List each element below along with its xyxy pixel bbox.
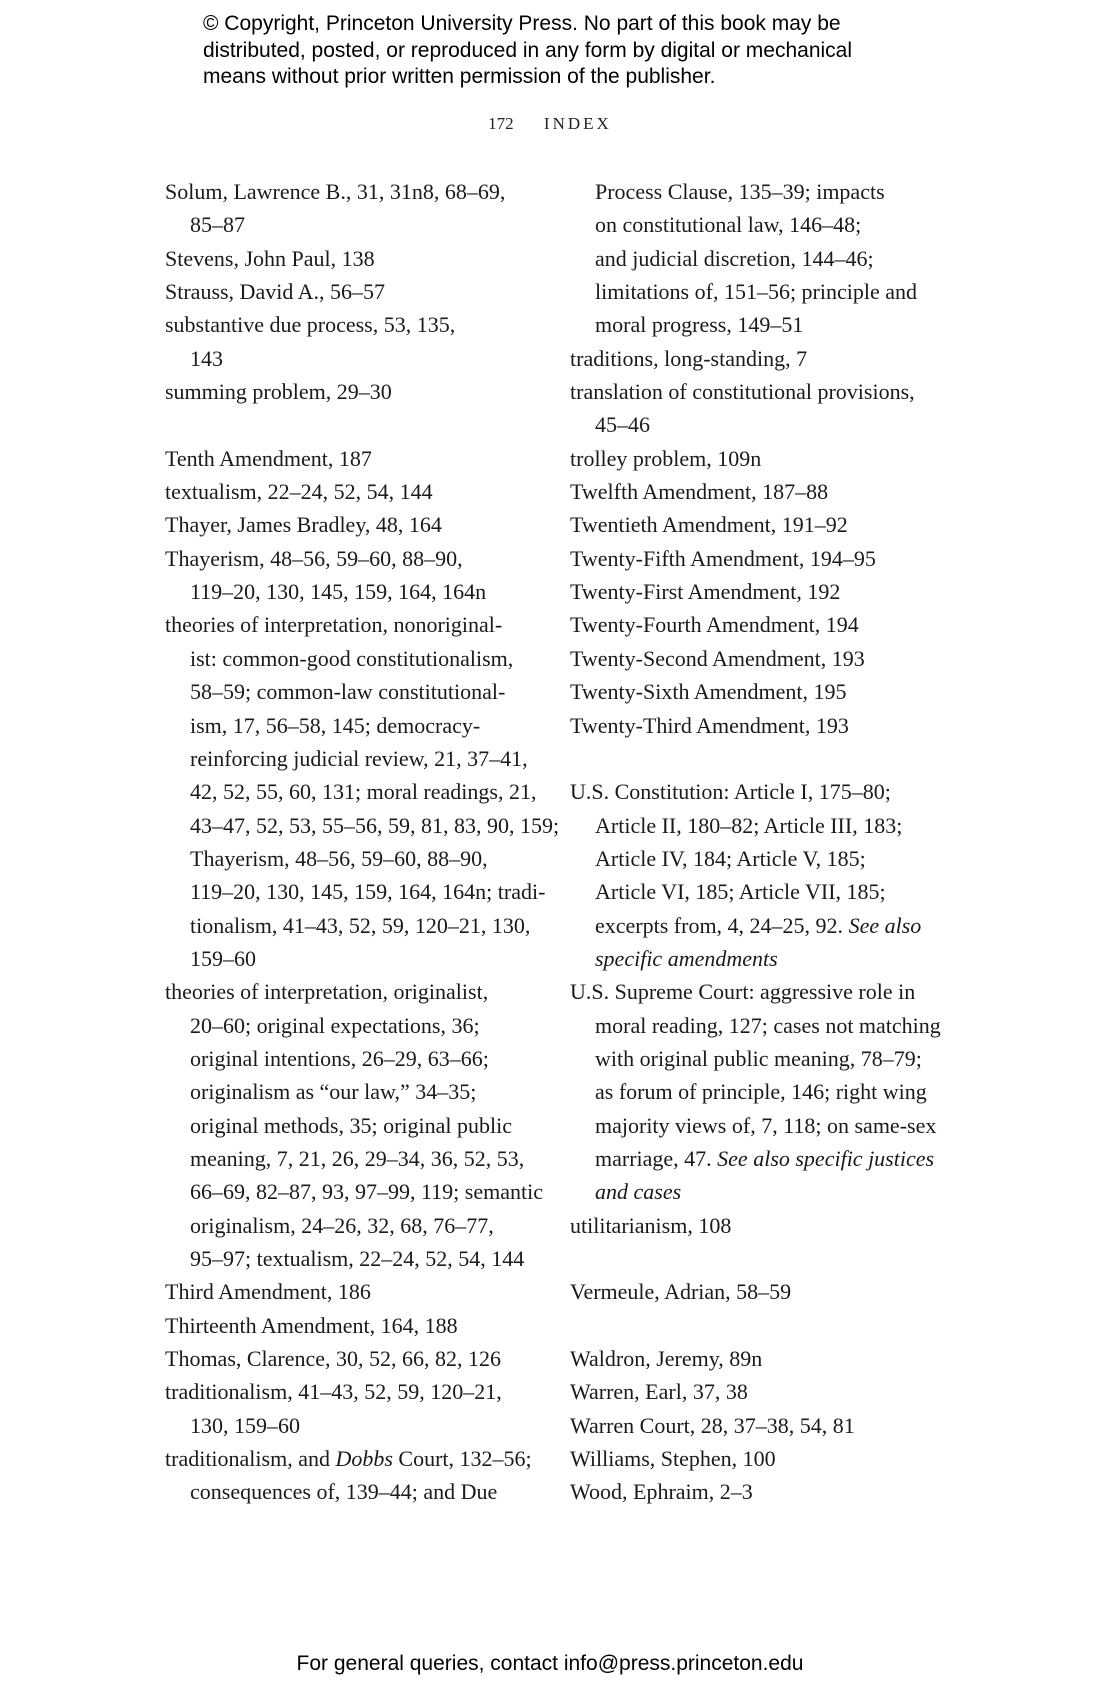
entry-spacer [570, 1309, 941, 1342]
index-entry [165, 375, 559, 408]
index-entry [570, 1209, 941, 1242]
entry-text: Thomas, Clarence, 30, 52, 66, 82, 126 [165, 1346, 502, 1372]
entry-line [570, 909, 941, 942]
index-entry [165, 475, 559, 508]
entry-line [165, 1142, 559, 1175]
entry-text: traditions, long-standing, 7 [570, 345, 808, 371]
entry-text: Twenty-Second Amendment, 193 [570, 645, 865, 671]
entry-line [165, 1175, 559, 1208]
entry-text: Williams, Stephen, 100 [570, 1446, 776, 1472]
entry-text: 130, 159–60 [190, 1412, 300, 1438]
entry-line [570, 308, 941, 341]
entry-line [570, 275, 941, 308]
entry-text: 43–47, 52, 53, 55–56, 59, 81, 83, 90, 159; [190, 812, 560, 838]
entry-text: excerpts from, 4, 24–25, 92. [595, 912, 849, 938]
index-entry [570, 608, 941, 641]
entry-text: Twelfth Amendment, 187–88 [570, 479, 829, 505]
entry-text: 95–97; textualism, 22–24, 52, 54, 144 [190, 1246, 525, 1271]
entry-line [570, 1275, 941, 1308]
entry-text: translation of constitutional provisions, [570, 379, 915, 405]
entry-text: 119–20, 130, 145, 159, 164, 164n [190, 579, 487, 605]
italic-text: Dobbs [335, 1446, 393, 1472]
entry-line [570, 1409, 941, 1442]
entry-line [570, 875, 941, 908]
entry-text: utilitarianism, 108 [570, 1212, 732, 1238]
entry-line [570, 342, 941, 375]
entry-line [165, 1309, 559, 1342]
entry-line [570, 408, 941, 441]
entry-spacer [570, 742, 941, 775]
entry-line [165, 875, 559, 908]
entry-line [570, 608, 941, 641]
entry-line [570, 575, 941, 608]
index-entry [570, 709, 941, 742]
entry-text: theories of interpretation, originalist, [165, 979, 489, 1005]
entry-text: theories of interpretation, nonoriginal- [165, 612, 503, 638]
index-entry [165, 542, 559, 609]
entry-text: originalism as “our law,” 34–35; [190, 1079, 477, 1105]
entry-text: 45–46 [595, 412, 650, 438]
entry-text: original intentions, 26–29, 63–66; [190, 1045, 489, 1071]
italic-text: specific amendments [595, 945, 778, 971]
entry-text: Article VI, 185; Article VII, 185; [595, 879, 886, 905]
entry-line [165, 208, 559, 241]
entry-line [570, 1175, 941, 1208]
entry-text: and judicial discretion, 144–46; [595, 245, 874, 271]
entry-text: Warren, Earl, 37, 38 [570, 1379, 748, 1405]
entry-line [165, 575, 559, 608]
index-entry [570, 675, 941, 708]
entry-line [570, 375, 941, 408]
entry-line [165, 1242, 559, 1275]
entry-line [165, 242, 559, 275]
entry-line [165, 375, 559, 408]
entry-line [570, 1009, 941, 1042]
index-entry [165, 242, 559, 275]
entry-text: Twenty-Sixth Amendment, 195 [570, 679, 847, 705]
index-entry [570, 775, 941, 975]
index-entry [570, 375, 941, 442]
entry-line [570, 675, 941, 708]
entry-text: with original public meaning, 78–79; [595, 1045, 922, 1071]
index-entry [570, 642, 941, 675]
entry-text: Thayerism, 48–56, 59–60, 88–90, [165, 545, 463, 571]
entry-line [570, 1075, 941, 1108]
entry-line [570, 1475, 941, 1508]
entry-line [570, 1109, 941, 1142]
entry-text: textualism, 22–24, 52, 54, 144 [165, 479, 433, 505]
entry-line [165, 1275, 559, 1308]
entry-line [165, 809, 559, 842]
entry-line [165, 1109, 559, 1142]
entry-line [165, 1375, 559, 1408]
entry-text: 20–60; original expectations, 36; [190, 1012, 480, 1038]
entry-line [165, 775, 559, 808]
index-entry [165, 308, 559, 375]
entry-line [165, 675, 559, 708]
index-entry [570, 1409, 941, 1442]
entry-text: 66–69, 82–87, 93, 97–99, 119; semantic [190, 1179, 543, 1205]
entry-line [570, 1042, 941, 1075]
index-entry [165, 508, 559, 541]
entry-spacer [570, 1242, 941, 1275]
entry-text: moral reading, 127; cases not matching [595, 1012, 941, 1038]
entry-line [570, 475, 941, 508]
entry-line [570, 442, 941, 475]
entry-text: 85–87 [190, 212, 245, 238]
copyright-line: © Copyright, Princeton University Press. No part of this book may be [203, 12, 841, 35]
entry-text: Twentieth Amendment, 191–92 [570, 512, 848, 538]
entry-text: traditionalism, and [165, 1446, 336, 1472]
entry-line [570, 942, 941, 975]
index-entry [165, 1309, 559, 1342]
entry-line [570, 1375, 941, 1408]
entry-line [165, 842, 559, 875]
entry-line [570, 709, 941, 742]
index-column-left [165, 175, 559, 1509]
entry-text: Wood, Ephraim, 2–3 [570, 1479, 753, 1505]
entry-text: Twenty-First Amendment, 192 [570, 579, 841, 605]
index-column-right [570, 175, 941, 1509]
entry-text: Vermeule, Adrian, 58–59 [570, 1279, 792, 1305]
entry-line [165, 1075, 559, 1108]
index-entry [165, 442, 559, 475]
entry-text: Twenty-Fourth Amendment, 194 [570, 612, 859, 638]
entry-text: U.S. Supreme Court: aggressive role in [570, 979, 916, 1005]
index-entry-continued [570, 175, 941, 342]
entry-line [165, 975, 559, 1008]
entry-line [165, 742, 559, 775]
entry-text: limitations of, 151–56; principle and [595, 279, 918, 305]
index-entry [570, 1475, 941, 1508]
entry-line [165, 275, 559, 308]
copyright-line: distributed, posted, or reproduced in any form by digital or mechanical [203, 38, 853, 62]
entry-line [165, 642, 559, 675]
entry-text: Waldron, Jeremy, 89n [570, 1346, 763, 1372]
entry-text: originalism, 24–26, 32, 68, 76–77, [190, 1212, 494, 1238]
entry-text: reinforcing judicial review, 21, 37–41, [190, 745, 528, 771]
index-entry [570, 1342, 941, 1375]
index-entry [165, 1442, 559, 1509]
entry-text: Stevens, John Paul, 138 [165, 245, 375, 271]
entry-line [165, 942, 559, 975]
entry-line [165, 1209, 559, 1242]
entry-text: moral progress, 149–51 [595, 312, 804, 338]
italic-text: and cases [595, 1179, 682, 1205]
index-entry [570, 475, 941, 508]
index-entry [570, 575, 941, 608]
copyright-line: means without prior written permission of the publisher. [203, 65, 716, 88]
entry-line [570, 542, 941, 575]
entry-text: 143 [190, 345, 223, 371]
entry-text: traditionalism, 41–43, 52, 59, 120–21, [165, 1379, 502, 1405]
entry-text: ism, 17, 56–58, 145; democracy- [190, 712, 481, 738]
entry-text: summing problem, 29–30 [165, 379, 392, 405]
entry-line [570, 175, 941, 208]
entry-line [570, 842, 941, 875]
entry-line [165, 508, 559, 541]
entry-line [165, 1342, 559, 1375]
index-entry [570, 508, 941, 541]
entry-line [570, 975, 941, 1008]
entry-text: Twenty-Fifth Amendment, 194–95 [570, 545, 876, 571]
entry-line [570, 1209, 941, 1242]
index-entry [165, 275, 559, 308]
entry-line [165, 909, 559, 942]
entry-line [570, 508, 941, 541]
index-entry [570, 342, 941, 375]
entry-line [570, 208, 941, 241]
entry-line [165, 1009, 559, 1042]
entry-line [165, 1042, 559, 1075]
entry-text: original methods, 35; original public [190, 1112, 513, 1138]
entry-text: Thayer, James Bradley, 48, 164 [165, 512, 442, 538]
entry-spacer [165, 408, 559, 441]
entry-text: as forum of principle, 146; right wing [595, 1079, 927, 1105]
entry-text: tionalism, 41–43, 52, 59, 120–21, 130, [190, 912, 531, 938]
entry-text: Tenth Amendment, 187 [165, 445, 372, 471]
entry-text: 42, 52, 55, 60, 131; moral readings, 21, [190, 779, 537, 805]
index-entry [570, 542, 941, 575]
entry-line [570, 809, 941, 842]
entry-line [165, 1442, 559, 1475]
entry-line [165, 1475, 559, 1508]
running-head [0, 114, 1100, 134]
entry-line [570, 775, 941, 808]
entry-line [165, 342, 559, 375]
entry-text: substantive due process, 53, 135, [165, 312, 456, 338]
index-entry [165, 608, 559, 975]
entry-text: Thayerism, 48–56, 59–60, 88–90, [190, 845, 488, 871]
index-entry [570, 442, 941, 475]
entry-line [165, 175, 559, 208]
entry-text: marriage, 47. [595, 1145, 718, 1171]
entry-text: U.S. Constitution: Article I, 175–80; [570, 779, 891, 805]
entry-text: Thirteenth Amendment, 164, 188 [165, 1312, 458, 1338]
entry-text: Process Clause, 135–39; impacts [595, 179, 885, 204]
index-entry [165, 1342, 559, 1375]
entry-text: Solum, Lawrence B., 31, 31n8, 68–69, [165, 179, 506, 204]
entry-text: Court, 132–56; [392, 1446, 532, 1472]
entry-line [165, 542, 559, 575]
index-entry [570, 1442, 941, 1475]
entry-line [165, 608, 559, 641]
entry-text: consequences of, 139–44; and Due [190, 1479, 498, 1505]
entry-text: meaning, 7, 21, 26, 29–34, 36, 52, 53, [190, 1145, 525, 1171]
entry-text: 159–60 [190, 945, 256, 971]
entry-text: Third Amendment, 186 [165, 1279, 371, 1305]
index-entry [570, 1375, 941, 1408]
index-entry [165, 1375, 559, 1442]
copyright-notice [203, 11, 852, 91]
entry-text: majority views of, 7, 118; on same-sex [595, 1112, 937, 1138]
entry-line [165, 308, 559, 341]
entry-line [570, 1342, 941, 1375]
entry-line [165, 442, 559, 475]
entry-text: Article II, 180–82; Article III, 183; [595, 812, 903, 838]
entry-text: Twenty-Third Amendment, 193 [570, 712, 849, 738]
entry-line [570, 1142, 941, 1175]
entry-line [165, 709, 559, 742]
index-entry [570, 975, 941, 1208]
entry-line [570, 242, 941, 275]
footer-contact: For general queries, contact info@press.princeton.edu [296, 1652, 804, 1675]
entry-line [570, 1442, 941, 1475]
entry-text: trolley problem, 109n [570, 445, 762, 471]
entry-line [165, 475, 559, 508]
entry-text: 58–59; common-law constitutional- [190, 679, 506, 705]
index-entry [570, 1275, 941, 1308]
entry-text: Article IV, 184; Article V, 185; [595, 845, 866, 871]
entry-line [570, 642, 941, 675]
entry-text: Strauss, David A., 56–57 [165, 279, 385, 305]
italic-text: See also specific justices [717, 1145, 935, 1171]
entry-text: on constitutional law, 146–48; [595, 212, 862, 238]
index-entry [165, 175, 559, 242]
italic-text: See also [848, 912, 922, 938]
entry-text: 119–20, 130, 145, 159, 164, 164n; tradi- [190, 879, 546, 905]
entry-line [165, 1409, 559, 1442]
index-entry [165, 1275, 559, 1308]
index-entry [165, 975, 559, 1275]
page-title: INDEX [543, 114, 612, 133]
page-number: 172 [488, 114, 514, 133]
entry-text: Warren Court, 28, 37–38, 54, 81 [570, 1412, 855, 1438]
entry-text: ist: common-good constitutionalism, [190, 645, 514, 671]
